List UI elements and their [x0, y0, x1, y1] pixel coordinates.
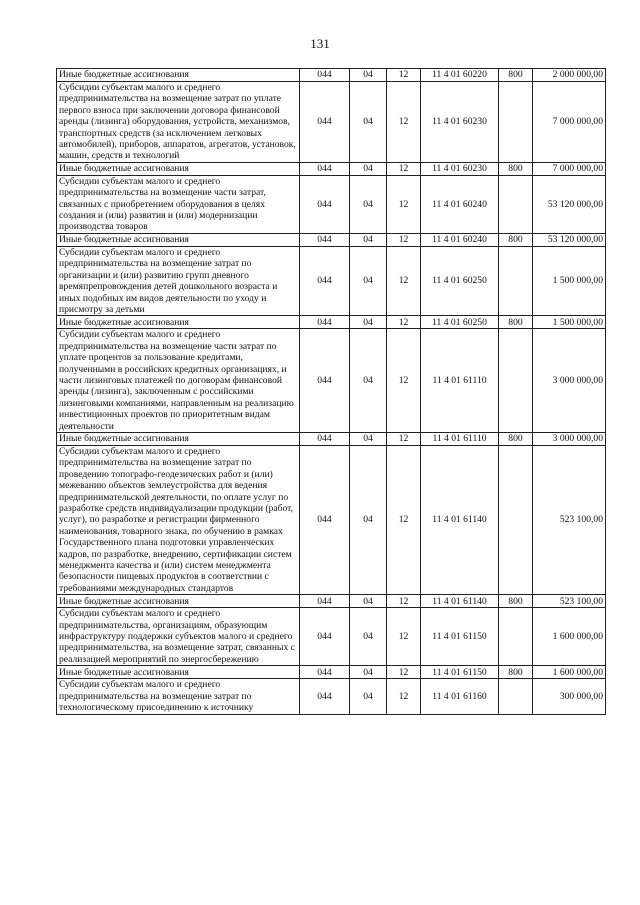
ministry-code-cell: 044	[300, 445, 350, 594]
subsection-code-cell: 12	[387, 316, 421, 329]
target-article-cell: 11 4 01 61150	[421, 666, 499, 679]
page-number: 131	[310, 36, 330, 51]
subsection-code-cell: 12	[387, 679, 421, 714]
target-article-cell: 11 4 01 60220	[421, 69, 499, 82]
expense-type-cell	[499, 329, 533, 433]
table-row	[57, 175, 606, 233]
table-row	[57, 329, 606, 433]
target-article-cell: 11 4 01 61110	[421, 432, 499, 445]
amount-cell: 3 000 000,00	[533, 432, 606, 445]
section-code-cell: 04	[350, 316, 387, 329]
amount-cell: 53 120 000,00	[533, 175, 606, 233]
ministry-code-cell: 044	[300, 175, 350, 233]
row-name-cell: Иные бюджетные ассигнования	[57, 432, 300, 445]
subsection-code-cell: 12	[387, 69, 421, 82]
target-article-cell: 11 4 01 61140	[421, 445, 499, 594]
expense-type-cell: 800	[499, 595, 533, 608]
ministry-code-cell: 044	[300, 608, 350, 666]
amount-cell: 523 100,00	[533, 445, 606, 594]
amount-cell: 7 000 000,00	[533, 82, 606, 163]
target-article-cell: 11 4 01 61110	[421, 329, 499, 433]
section-code-cell: 04	[350, 233, 387, 246]
ministry-code-cell: 044	[300, 316, 350, 329]
table-row	[57, 608, 606, 666]
ministry-code-cell: 044	[300, 233, 350, 246]
row-name-cell: Субсидии субъектам малого и среднего предпринимательства на возмещение части затрат по уплате процентов за пользование кредитами, полученными в российских кредитных организациях, и части лизинговых платежей по договорам финансовой аренды (лизинга), заключенным с российскими лизинговыми компаниями, направленным на реализацию инвестиционных проектов по приоритетным видам деятельности	[57, 329, 300, 433]
row-name-cell: Субсидии субъектам малого и среднего предпринимательства, организациям, образующим инфраструктуру поддержки субъектов малого и среднего предпринимательства, на возмещение затрат, связанных с реализацией мероприятий по энергосбережению	[57, 608, 300, 666]
section-code-cell: 04	[350, 432, 387, 445]
table-body	[57, 69, 606, 715]
row-name-cell: Иные бюджетные ассигнования	[57, 69, 300, 82]
expense-type-cell: 800	[499, 316, 533, 329]
amount-cell: 1 500 000,00	[533, 316, 606, 329]
subsection-code-cell: 12	[387, 595, 421, 608]
target-article-cell: 11 4 01 61160	[421, 679, 499, 714]
table-row	[57, 595, 606, 608]
expense-type-cell	[499, 679, 533, 714]
subsection-code-cell: 12	[387, 432, 421, 445]
section-code-cell: 04	[350, 445, 387, 594]
budget-table	[56, 68, 606, 715]
table-row	[57, 432, 606, 445]
ministry-code-cell: 044	[300, 329, 350, 433]
section-code-cell: 04	[350, 69, 387, 82]
table-row	[57, 666, 606, 679]
row-name-cell: Иные бюджетные ассигнования	[57, 316, 300, 329]
ministry-code-cell: 044	[300, 246, 350, 315]
expense-type-cell: 800	[499, 233, 533, 246]
subsection-code-cell: 12	[387, 666, 421, 679]
target-article-cell: 11 4 01 60230	[421, 162, 499, 175]
ministry-code-cell: 044	[300, 162, 350, 175]
row-name-cell: Иные бюджетные ассигнования	[57, 666, 300, 679]
ministry-code-cell: 044	[300, 432, 350, 445]
section-code-cell: 04	[350, 329, 387, 433]
expense-type-cell	[499, 445, 533, 594]
amount-cell: 1 500 000,00	[533, 246, 606, 315]
target-article-cell: 11 4 01 60240	[421, 175, 499, 233]
subsection-code-cell: 12	[387, 445, 421, 594]
subsection-code-cell: 12	[387, 175, 421, 233]
expense-type-cell	[499, 82, 533, 163]
section-code-cell: 04	[350, 666, 387, 679]
expense-type-cell: 800	[499, 69, 533, 82]
row-name-cell: Субсидии субъектам малого и среднего предпринимательства на возмещение затрат по уплате первого взноса при заключении договора финансовой аренды (лизинга) оборудования, устройств, механизмов, транспортных средств (за исключением легковых автомобилей), приборов, аппаратов, агрегатов, установок, машин, средств и технологий	[57, 82, 300, 163]
ministry-code-cell: 044	[300, 69, 350, 82]
expense-type-cell: 800	[499, 666, 533, 679]
section-code-cell: 04	[350, 82, 387, 163]
table-row	[57, 246, 606, 315]
subsection-code-cell: 12	[387, 608, 421, 666]
subsection-code-cell: 12	[387, 233, 421, 246]
target-article-cell: 11 4 01 60250	[421, 246, 499, 315]
section-code-cell: 04	[350, 608, 387, 666]
subsection-code-cell: 12	[387, 162, 421, 175]
expense-type-cell	[499, 246, 533, 315]
amount-cell: 300 000,00	[533, 679, 606, 714]
row-name-cell: Иные бюджетные ассигнования	[57, 595, 300, 608]
subsection-code-cell: 12	[387, 329, 421, 433]
table-row	[57, 445, 606, 594]
section-code-cell: 04	[350, 246, 387, 315]
target-article-cell: 11 4 01 60250	[421, 316, 499, 329]
table-row	[57, 82, 606, 163]
ministry-code-cell: 044	[300, 82, 350, 163]
table-row	[57, 69, 606, 82]
row-name-cell: Субсидии субъектам малого и среднего предпринимательства на возмещение затрат по проведению топографо-геодезических работ и (или) межеванию объектов землеустройства для ведения предпринимательской деятельности, по оплате услуг по разработке средств индивидуализации продукции (работ, услуг), по разработке и регистрации фирменного наименования, товарного знака, по обучению в рамках Государственного плана подготовки управленческих кадров, по разработке, внедрению, сертификации систем менеджмента качества и (или) систем менеджмента безопасности пищевых продуктов в соответствии с требованиями международных стандартов	[57, 445, 300, 594]
row-name-cell: Иные бюджетные ассигнования	[57, 162, 300, 175]
section-code-cell: 04	[350, 162, 387, 175]
subsection-code-cell: 12	[387, 82, 421, 163]
table-row	[57, 162, 606, 175]
amount-cell: 2 000 000,00	[533, 69, 606, 82]
row-name-cell: Субсидии субъектам малого и среднего предпринимательства на возмещение затрат по технологическому присоединению к источнику	[57, 679, 300, 714]
subsection-code-cell: 12	[387, 246, 421, 315]
amount-cell: 7 000 000,00	[533, 162, 606, 175]
section-code-cell: 04	[350, 595, 387, 608]
target-article-cell: 11 4 01 60240	[421, 233, 499, 246]
section-code-cell: 04	[350, 679, 387, 714]
table-row	[57, 316, 606, 329]
ministry-code-cell: 044	[300, 679, 350, 714]
expense-type-cell	[499, 175, 533, 233]
row-name-cell: Субсидии субъектам малого и среднего предпринимательства на возмещение части затрат, связанных с приобретением оборудования в целях создания и (или) развития и (или) модернизации производства товаров	[57, 175, 300, 233]
section-code-cell: 04	[350, 175, 387, 233]
table-row	[57, 233, 606, 246]
target-article-cell: 11 4 01 61150	[421, 608, 499, 666]
amount-cell: 1 600 000,00	[533, 666, 606, 679]
target-article-cell: 11 4 01 60230	[421, 82, 499, 163]
row-name-cell: Субсидии субъектам малого и среднего предпринимательства на возмещение затрат по организации и (или) развитию групп дневного времяпрепровождения детей дошкольного возраста и иных подобных им видов деятельности по уходу и присмотру за детьми	[57, 246, 300, 315]
amount-cell: 523 100,00	[533, 595, 606, 608]
expense-type-cell: 800	[499, 432, 533, 445]
ministry-code-cell: 044	[300, 595, 350, 608]
expense-type-cell: 800	[499, 162, 533, 175]
row-name-cell: Иные бюджетные ассигнования	[57, 233, 300, 246]
amount-cell: 3 000 000,00	[533, 329, 606, 433]
expense-type-cell	[499, 608, 533, 666]
table-row	[57, 679, 606, 714]
amount-cell: 1 600 000,00	[533, 608, 606, 666]
target-article-cell: 11 4 01 61140	[421, 595, 499, 608]
ministry-code-cell: 044	[300, 666, 350, 679]
amount-cell: 53 120 000,00	[533, 233, 606, 246]
